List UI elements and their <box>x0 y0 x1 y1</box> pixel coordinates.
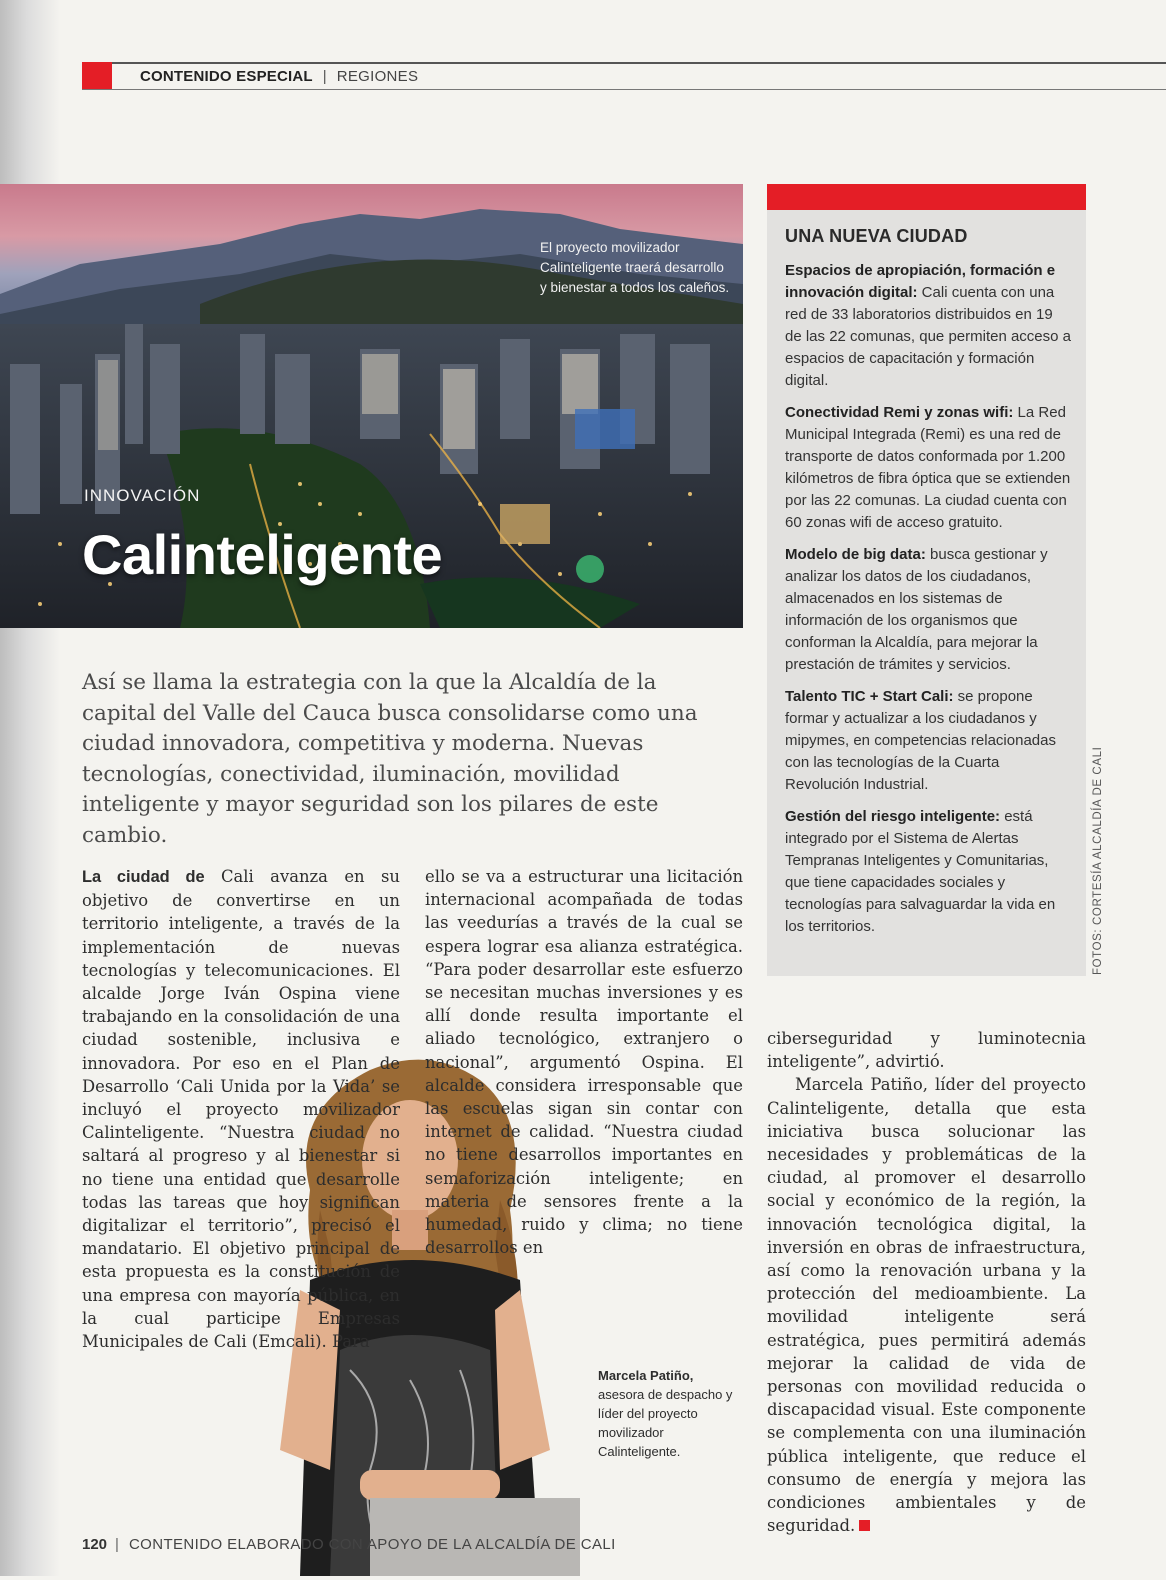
sidebar-item-text: busca gestionar y analizar los datos de los ciudadanos, almacenados en los sistemas de información de los organismos que conforman la Alcaldía, para mejorar la prestación de trámites y servicios. <box>785 546 1048 673</box>
body-paragraph <box>82 865 400 1353</box>
sidebar-item-text: está integrado por el Sistema de Alertas Tempranas Inteligentes y Comunitarias, que tiene capacidades sociales y tecnologías para salvaguardar la vida en los territorios. <box>785 808 1056 935</box>
sidebar-accent-bar <box>767 184 1086 210</box>
body-paragraph: ciberseguridad y luminotecnia inteligente”, advirtió. <box>767 1029 1086 1072</box>
body-column-3 <box>767 1027 1086 1537</box>
section-label: CONTENIDO ESPECIAL <box>140 68 313 85</box>
sidebar-item-text: Cali cuenta con una red de 33 laboratorios distribuidos en 19 de las 22 comunas, que permiten acceso a espacios de capacitación y formación digital. <box>785 284 1072 389</box>
body-text: Cali avanza en su objetivo de convertirse en un territorio inteligente, a través de la implementación de nuevas tecnologías y telecomunicaciones. El alcalde Jorge Iván Ospina viene trabajando en la consolidación de una ciudad sostenible, inclusiva e innovadora. Por eso en el Plan de Desarrollo ‘Cali Unida por la Vida’ se incluyó el proyecto movilizador Calinteligente. “Nuestra ciudad no saltará al progreso y al bienestar si no tiene una entidad que desarrolle todas las tareas que hoy significan digitalizar el territorio”, precisó el mandatario. El objetivo principal de esta propuesta es la constitución de una empresa con mayoría pública, en la cual participe Empresas Municipales de Cali (Emcali). Para <box>82 867 400 1352</box>
body-column-2 <box>425 865 743 1259</box>
sidebar-item-heading: Conectividad Remi y zonas wifi: <box>785 404 1014 421</box>
sidebar-title: UNA NUEVA CIUDAD <box>785 226 968 246</box>
sidebar-box <box>767 184 1086 976</box>
sidebar-item-text: La Red Municipal Integrada (Remi) es una red de transporte de datos conformada por 1.200 kilómetros de fibra óptica que se extienden por las 22 comunas. La ciudad cuenta con 60 zonas wifi de acceso gratuito. <box>785 404 1071 531</box>
header-rule-bottom <box>82 89 1166 90</box>
section-header <box>140 67 418 87</box>
portrait-caption-name: Marcela Patiño, <box>598 1368 694 1383</box>
article-lead: Así se llama la estrategia con la que la Alcaldía de la capital del Valle del Cauca busca consolidarse como una ciudad innovadora, competitiva y moderna. Nuevas tecnologías, conectividad, iluminación, movilidad inteligente y mayor seguridad son los pilares de este cambio. <box>82 670 698 848</box>
end-mark-icon <box>859 1520 870 1531</box>
dropcap-lead: La ciudad de <box>82 868 205 886</box>
sidebar-item-heading: Modelo de big data: <box>785 546 926 563</box>
footer-text: CONTENIDO ELABORADO CON APOYO DE LA ALCALDÍA DE CALI <box>128 1536 616 1553</box>
sidebar-item-heading: Espacios de apropiación, formación e innovación digital: <box>785 262 1056 301</box>
header-rule-top <box>82 62 1166 64</box>
photo-credit: FOTOS: CORTESÍA ALCALDÍA DE CALI <box>1092 746 1104 975</box>
header-accent-block <box>82 62 112 90</box>
sidebar-item <box>785 402 1073 534</box>
body-paragraph <box>767 1073 1086 1537</box>
sidebar-item <box>785 686 1073 796</box>
sidebar-item-heading: Talento TIC + Start Cali: <box>785 688 954 705</box>
body-text: Marcela Patiño, líder del proyecto Calinteligente, detalla que esta iniciativa busca solucionar las necesidades y problemáticas de la ciudad, al promover el desarrollo social y económico de la región, la innovación tecnológica digital, la inversión en obras de infraestructura, así como la renovación urbana y la protección del medioambiente. La movilidad inteligente será estratégica, pues permitirá además mejorar la calidad de vida de personas con movilidad reducida o discapacidad visual. Este componente se complementa con una iluminación pública inteligente, que reduce el consumo de energía y mejora las condiciones ambientales y de seguridad. <box>767 1075 1086 1536</box>
article-headline: Calinteligente <box>82 523 443 586</box>
hero-photo-caption: El proyecto movilizador Calinteligente traerá desarrollo y bienestar a todos los caleños. <box>540 240 730 295</box>
footer-divider: | <box>115 1536 119 1553</box>
sidebar-item <box>785 544 1073 676</box>
portrait-caption <box>598 1366 740 1461</box>
portrait-caption-role: asesora de despacho y líder del proyecto movilizador Calinteligente. <box>598 1387 733 1459</box>
sidebar-item <box>785 260 1073 392</box>
sidebar-item-heading: Gestión del riesgo inteligente: <box>785 808 1001 825</box>
sidebar-body <box>785 260 1073 948</box>
page-footer <box>82 1536 616 1553</box>
article-kicker: INNOVACIÓN <box>84 486 201 505</box>
sidebar-item <box>785 806 1073 938</box>
body-paragraph: ello se va a estructurar una licitación internacional acompañada de todas las veedurías a través de la cual se espera lograr esa alianza estratégica. “Para poder desarrollar este esfuerzo se necesitan muchas inversiones y es allí donde resulta importante el aliado tecnológico, extranjero o nacional”, argumentó Ospina. El alcalde considera irresponsable que las escuelas sigan sin contar con internet de calidad. “Nuestra ciudad no tiene desarrollos importantes en semaforización inteligente; en materia de sensores frente a la humedad, ruido y clima; no tiene desarrollos en <box>425 867 743 1258</box>
header-divider: | <box>322 68 327 85</box>
subsection-label: REGIONES <box>336 68 419 85</box>
body-column-1 <box>82 865 400 1353</box>
sidebar-item-text: se propone formar y actualizar a los ciudadanos y mipymes, en competencias relacionadas con las tecnologías de la Cuarta Revolución Industrial. <box>785 688 1056 793</box>
page-number: 120 <box>82 1536 108 1553</box>
